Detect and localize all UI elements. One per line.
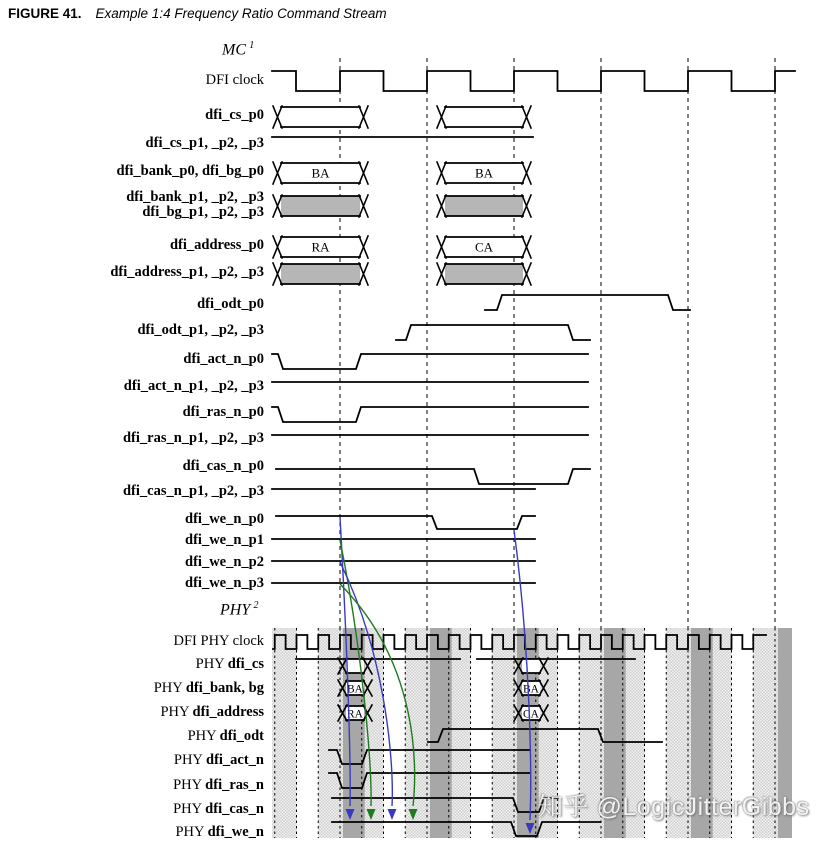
signal-label-dfi-bank-p0-dfi-bg-p0: dfi_bank_p0, dfi_bg_p0 — [116, 163, 264, 179]
signal-label-dfi-act-n-p0: dfi_act_n_p0 — [183, 351, 264, 367]
signal-label-dfi-cas-n: PHY dfi_cas_n — [173, 801, 264, 817]
bus-value: BA — [347, 683, 363, 696]
phy-header-footnote: 2 — [253, 600, 259, 611]
signal-label-dfi-ras-n-p1-p2-p3: dfi_ras_n_p1, _p2, _p3 — [122, 430, 264, 446]
signal-label-dfi-we-n-p0: dfi_we_n_p0 — [185, 511, 264, 527]
signal-label-dfi-bank-bg: PHY dfi_bank, bg — [153, 680, 264, 696]
bus-value: BA — [474, 165, 494, 181]
signal-label-dfi-cas-n-p1-p2-p3: dfi_cas_n_p1, _p2, _p3 — [122, 483, 264, 499]
bus-value: CA — [474, 239, 494, 255]
bus-value: RA — [347, 708, 363, 721]
bus-value: BA — [523, 683, 539, 696]
signal-label-dfi-ras-n: PHY dfi_ras_n — [173, 777, 264, 793]
signal-label-dfi-address-p0: dfi_address_p0 — [169, 237, 264, 253]
signal-label-dfi-odt-p1-p2-p3: dfi_odt_p1, _p2, _p3 — [137, 322, 264, 338]
mc-header-footnote: 1 — [249, 40, 255, 51]
signal-label-dfi-phy-clock: DFI PHY clock — [173, 633, 264, 649]
signal-label-dfi-address: PHY dfi_address — [160, 704, 264, 720]
phy-header-text: PHY — [220, 601, 251, 619]
signal-label-dfi-we-n: PHY dfi_we_n — [175, 824, 264, 840]
bus-value: BA — [311, 165, 330, 181]
signal-label-dfi-address-p1-p2-p3: dfi_address_p1, _p2, _p3 — [110, 264, 264, 280]
signal-label-dfi-clock: DFI clock — [205, 72, 264, 88]
bus-value: CA — [523, 708, 539, 721]
signal-label-dfi-we-n-p3: dfi_we_n_p3 — [185, 575, 264, 591]
mc-header-text: MC — [222, 41, 246, 59]
signal-label-dfi-we-n-p2: dfi_we_n_p2 — [185, 554, 264, 570]
bus-value: RA — [311, 239, 330, 255]
signal-label-dfi-cs-p1-p2-p3: dfi_cs_p1, _p2, _p3 — [145, 135, 264, 151]
signal-label-dfi-act-n-p1-p2-p3: dfi_act_n_p1, _p2, _p3 — [123, 378, 264, 394]
signal-label-dfi-odt-p0: dfi_odt_p0 — [197, 296, 264, 312]
signal-label-dfi-odt: PHY dfi_odt — [187, 728, 264, 744]
figure-title: Example 1:4 Frequency Ratio Command Stream — [95, 6, 387, 21]
signal-label-dfi-cs-p0: dfi_cs_p0 — [205, 107, 264, 123]
watermark: 知乎 @LogicJitterGibbs — [538, 793, 810, 821]
signal-label-dfi-cs: PHY dfi_cs — [195, 656, 264, 672]
signal-label-dfi-ras-n-p0: dfi_ras_n_p0 — [182, 404, 264, 420]
signal-label-dfi-act-n: PHY dfi_act_n — [173, 752, 264, 768]
figure-number: FIGURE 41. — [8, 6, 82, 21]
signal-label-dfi-cas-n-p0: dfi_cas_n_p0 — [182, 458, 264, 474]
signal-label-dfi-bank-p1-p2-p3: dfi_bank_p1, _p2, _p3 dfi_bg_p1, _p2, _p3 — [126, 189, 264, 220]
signal-label-dfi-we-n-p1: dfi_we_n_p1 — [185, 532, 264, 548]
